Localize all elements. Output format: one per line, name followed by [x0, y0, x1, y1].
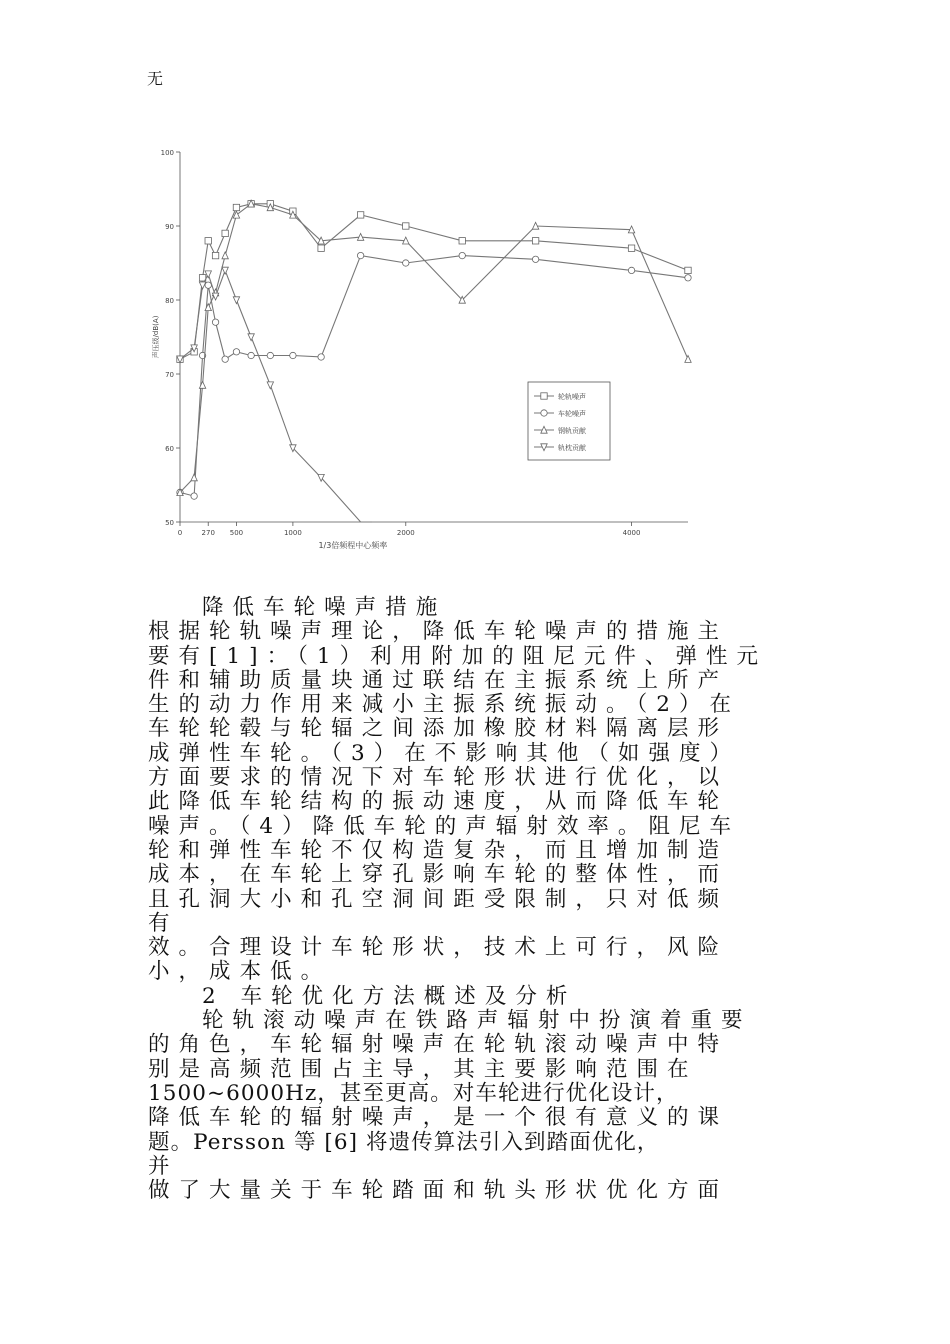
x-tick-label: 0 — [177, 529, 183, 537]
data-point — [318, 354, 324, 360]
data-point — [212, 319, 218, 325]
paragraph-line: 成弹性车轮。（3）在不影响其他（如强度） — [148, 740, 741, 766]
paragraph-line: 根据轮轨噪声理论，降低车轮噪声的措施主 — [148, 619, 729, 645]
legend-label: 轨枕贡献 — [558, 444, 586, 452]
data-point — [205, 282, 211, 288]
data-point — [267, 352, 273, 358]
paragraph-line: 的角色，车轮辐射噪声在轮轨滚动噪声中特 — [148, 1032, 729, 1058]
data-point — [222, 356, 228, 362]
paragraph-line: 题。Persson 等 [6] 将遗传算法引入到踏面优化， — [148, 1129, 660, 1155]
legend-marker — [541, 393, 547, 399]
x-tick-label: 270 — [201, 529, 215, 537]
paragraph-line: 做了大量关于车轮踏面和轨头形状优化方面 — [148, 1178, 729, 1204]
series-line-0 — [180, 204, 688, 359]
paragraph-line: 轮轨滚动噪声在铁路声辐射中扮演着重要 — [202, 1008, 752, 1034]
noise-chart — [140, 138, 700, 558]
y-tick-label: 60 — [165, 445, 174, 453]
legend-label: 车轮噪声 — [558, 410, 586, 418]
data-point — [628, 245, 634, 251]
x-axis-label: 1/3倍频程中心频率 — [318, 541, 388, 550]
data-point — [205, 238, 211, 244]
paragraph-line: 效。合理设计车轮形状，技术上可行，风险 — [148, 935, 729, 961]
data-point — [685, 275, 691, 281]
x-tick-label: 1000 — [283, 529, 302, 537]
paragraph-line: 有 — [148, 910, 179, 936]
data-point — [459, 252, 465, 258]
x-tick-label: 4000 — [622, 529, 641, 537]
paragraph-line: 噪声。（4）降低车轮的声辐射效率。阻尼车 — [148, 813, 741, 839]
data-point — [212, 252, 218, 258]
paragraph-line: 成本，在车轮上穿孔影响车轮的整体性，而 — [148, 862, 729, 888]
paragraph-line: 此降低车轮结构的振动速度，从而降低车轮 — [148, 789, 729, 815]
data-point — [222, 230, 228, 236]
paragraph-line: 别是高频范围占主导，其主要影响范围在 — [148, 1056, 698, 1082]
data-point — [233, 349, 239, 355]
paragraph-line: 轮和弹性车轮不仅构造复杂，而且增加制造 — [148, 837, 729, 863]
paragraph-line: 车轮轮毂与轮辐之间添加橡胶材料隔离层形 — [148, 716, 729, 742]
data-point — [222, 267, 228, 274]
x-tick-label: 2000 — [396, 529, 415, 537]
legend-label: 轮轨噪声 — [558, 393, 586, 401]
page-header: 无 — [147, 69, 164, 88]
paragraph-line: 降低车轮的辐射噪声，是一个很有意义的课 — [148, 1105, 729, 1131]
paragraph-line: 并 — [148, 1153, 179, 1179]
data-point — [248, 352, 254, 358]
x-tick-label: 500 — [229, 529, 244, 537]
data-point — [357, 252, 363, 258]
data-point — [290, 352, 296, 358]
data-point — [403, 260, 409, 266]
y-tick-label: 100 — [160, 149, 174, 157]
paragraph-line: 小，成本低。 — [148, 959, 332, 985]
data-point — [628, 267, 634, 273]
data-point — [685, 267, 691, 273]
paragraph-line: 要有[1]：（1）利用附加的阻尼元件、弹性元 — [148, 643, 768, 669]
data-point — [459, 238, 465, 244]
data-point — [357, 212, 363, 218]
data-point — [248, 334, 254, 341]
body-text — [148, 596, 798, 1203]
data-point — [532, 238, 538, 244]
paragraph-line: 件和辅助质量块通过联结在主振系统上所产 — [148, 667, 729, 693]
data-point — [191, 493, 197, 499]
paragraph-line: 1500~6000Hz，甚至更高。对车轮进行优化设计， — [148, 1080, 679, 1106]
data-point — [532, 256, 538, 262]
data-point — [685, 356, 691, 363]
y-tick-label: 50 — [165, 519, 174, 527]
paragraph-line: 方面要求的情况下对车轮形状进行优化，以 — [148, 765, 729, 791]
data-point — [318, 245, 324, 251]
data-point — [233, 204, 239, 210]
noise-chart-svg — [140, 138, 700, 558]
data-point — [267, 382, 273, 389]
y-tick-label: 80 — [165, 297, 174, 305]
legend-label: 钢轨贡献 — [558, 427, 586, 435]
data-point — [233, 297, 239, 304]
y-tick-label: 70 — [165, 371, 174, 379]
series-line-1 — [180, 256, 688, 497]
paragraph-line: 且孔洞大小和孔空洞间距受限制，只对低频 — [148, 886, 729, 912]
data-point — [191, 474, 197, 481]
paragraph-line: 生的动力作用来减小主振系统振动。（2）在 — [148, 692, 741, 718]
y-axis-label: 声压级/dB(A) — [152, 315, 160, 359]
section-heading-2: 2 车轮优化方法概述及分析 — [202, 983, 577, 1009]
data-point — [222, 252, 228, 259]
section-heading-1: 降低车轮噪声措施 — [202, 595, 447, 620]
legend-marker — [541, 410, 547, 416]
data-point — [403, 223, 409, 229]
y-tick-label: 90 — [165, 223, 174, 231]
